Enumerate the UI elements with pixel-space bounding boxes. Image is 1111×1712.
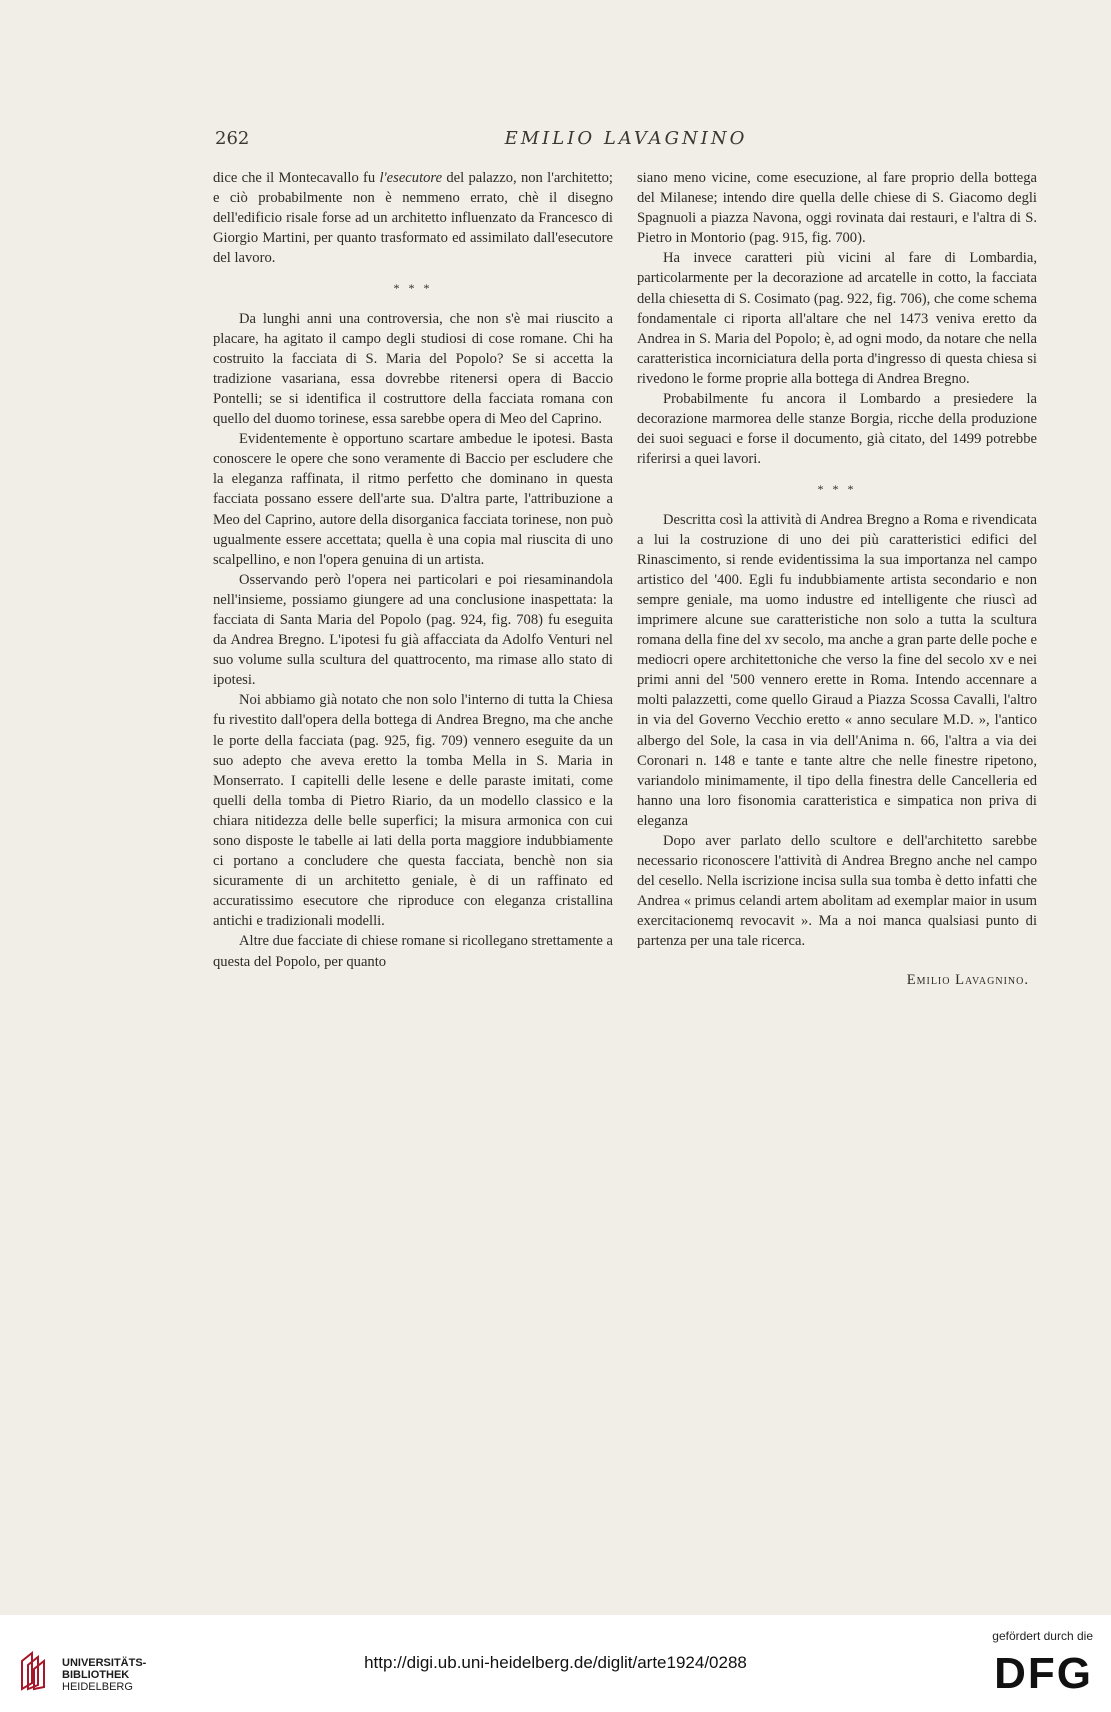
paragraph: Dopo aver parlato dello scultore e dell'architetto sarebbe necessario riconoscere l'attività di Andrea Bregno anche nel campo del cesello. Nella iscrizione incisa sulla sua tomba è detto infatti che Andrea « primus celandi artem abolitam ad exemplar maior in usum exercitacionemq revocavit ». Ma a noi manca qualsiasi punto di partenza per una tale ricerca. <box>637 833 1037 950</box>
section-break: * * * <box>817 482 857 497</box>
paragraph: Evidentemente è opportuno scartare ambedue le ipotesi. Basta conoscere le opere che sono veramente di Baccio per escludere che la eleganza raffinata, il ritmo perfetto che dominano in questa facciata possano essere dell'arte sua. D'altra parte, l'attribuzione a Meo del Caprino, autore della disorganica facciata torinese, non può ugualmente essere accettata; quella è una copia mal riuscita di uno scalpellino, e non l'opera genuina di un artista. <box>213 431 613 568</box>
section-break: * * * <box>393 281 433 296</box>
paragraph: Ha invece caratteri più vicini al fare di Lombardia, particolarmente per la decorazione ad arcatelle in cotto, la facciata della chiesetta di S. Cosimato (pag. 922, fig. 706), che come schema fondamentale ci riporta all'altare che nel 1473 veniva eretto da Andrea in S. Maria del Popolo; è, ad ogni modo, da notare che nella caratteristica incorniciatura della porta d'ingresso di questa chiesa si rivedono le forme proprie alla bottega di Andrea Bregno. <box>637 250 1037 387</box>
paragraph: Noi abbiamo già notato che non solo l'interno di tutta la Chiesa fu rivestito dall'opera della bottega di Andrea Bregno, ma che anche le porte della facciata (pag. 925, fig. 709) vennero eseguite da un suo adepto che aveva eretto la tomba Mella in S. Maria in Monserrato. I capitelli delle lesene e delle paraste imitati, come quelli della tomba di Pietro Riario, da un modello classico e la chiara nitidezza delle belle superfici; la misura armonica con cui sono disposte le tabelle ai lati della porta maggiore indubbiamente ci portano a concludere che questa facciata, benchè non sia sicuramente di un architetto geniale, è di un raffinato ed accuratissimo esecutore che riproduce con eleganza cristallina antichi e tradizionali modelli. <box>213 692 613 930</box>
dfg-logo: DFG <box>994 1649 1093 1698</box>
paragraph: Altre due facciate di chiese romane si ricollegano strettamente a questa del Popolo, per quanto <box>213 933 613 970</box>
left-column <box>213 168 613 972</box>
permalink-url[interactable]: http://digi.ub.uni-heidelberg.de/diglit/arte1924/0288 <box>364 1653 747 1672</box>
italic-term: l'esecutore <box>379 170 443 186</box>
page-number: 262 <box>215 128 250 149</box>
footer-bar <box>0 1615 1111 1712</box>
library-name: UNIVERSITÄTS- BIBLIOTHEK HEIDELBERG <box>62 1657 147 1693</box>
paragraph: Osservando però l'opera nei particolari e poi riesaminandola nell'insieme, possiamo giungere ad una conclusione inaspettata: la facciata di Santa Maria del Popolo (pag. 924, fig. 708) fu eseguita da Andrea Bregno. L'ipotesi fu già affacciata da Adolfo Venturi nel suo volume sulla scultura del quattrocento, ma rimase allo stato di ipotesi. <box>213 571 613 689</box>
paragraph: dice che il Montecavallo fu l'esecutore del palazzo, non l'architetto; e ciò probabilmente non è nemmeno errato, chè il disegno dell'edificio risale forse ad un architetto influenzato da Francesco di Giorgio Martini, per quanto trasformato ed assimilato dall'esecutore del lavoro. <box>213 170 613 267</box>
paragraph: Descritta così la attività di Andrea Bregno a Roma e rivendicata a lui la costruzione di uno dei più caratteristici edifici del Rinascimento, si rende evidentissima la sua importanza nel campo artistico del '400. Egli fu indubbiamente artista secondario e non sempre geniale, ma uomo industre ed intelligente che riuscì ad imprimere alcune sue caratteristiche non solo a tutta la scultura romana della fine del xv secolo, ma anche a gran parte delle poche e mediocri opere architettoniche che verso la fine del secolo xv e nei primi anni del '500 vennero erette in Roma. Intendo accennare a molti palazzetti, come quello Giraud a Piazza Scossa Cavalli, l'altro in via del Governo Vecchio eretto « anno seculare M.D. », l'antico albergo del Sole, la casa in via dell'Anima n. 66, l'altra a via dei Coronari n. 148 e tante e tante altre che nelle finestre ripetono, variandolo minimamente, il tipo della finestra delle Cancelleria ed hanno una loro fisonomia caratteristica e simpatica non priva di eleganza <box>637 511 1037 829</box>
page-header <box>215 128 1037 154</box>
funded-by-label: gefördert durch die <box>992 1629 1093 1643</box>
running-head: EMILIO LAVAGNINO <box>504 128 748 149</box>
paragraph: Da lunghi anni una controversia, che non s'è mai riuscito a placare, ha agitato il campo degli studiosi di cose romane. Chi ha costruito la facciata di S. Maria del Popolo? Se si accetta la tradizione vasariana, essa dovrebbe ritenersi opera di Baccio Pontelli; se si identifica il costruttore della facciata romana con quello del duomo torinese, essa sarebbe opera di Meo del Caprino. <box>213 310 613 428</box>
right-column <box>637 168 1037 990</box>
paragraph: Probabilmente fu ancora il Lombardo a presiedere la decorazione marmorea delle stanze Borgia, ricche della produzione dei suoi seguaci e forse il documento, già citato, del 1499 potrebbe riferirsi a quei lavori. <box>637 391 1037 468</box>
author-signature: Emilio Lavagnino. <box>906 971 1029 988</box>
paragraph: siano meno vicine, come esecuzione, al fare proprio della bottega del Milanese; intendo dire quella delle chiese di S. Giacomo degli Spagnuoli a piazza Navona, oggi rovinata dai restauri, e l'altra di S. Pietro in Montorio (pag. 915, fig. 700). <box>637 170 1037 247</box>
